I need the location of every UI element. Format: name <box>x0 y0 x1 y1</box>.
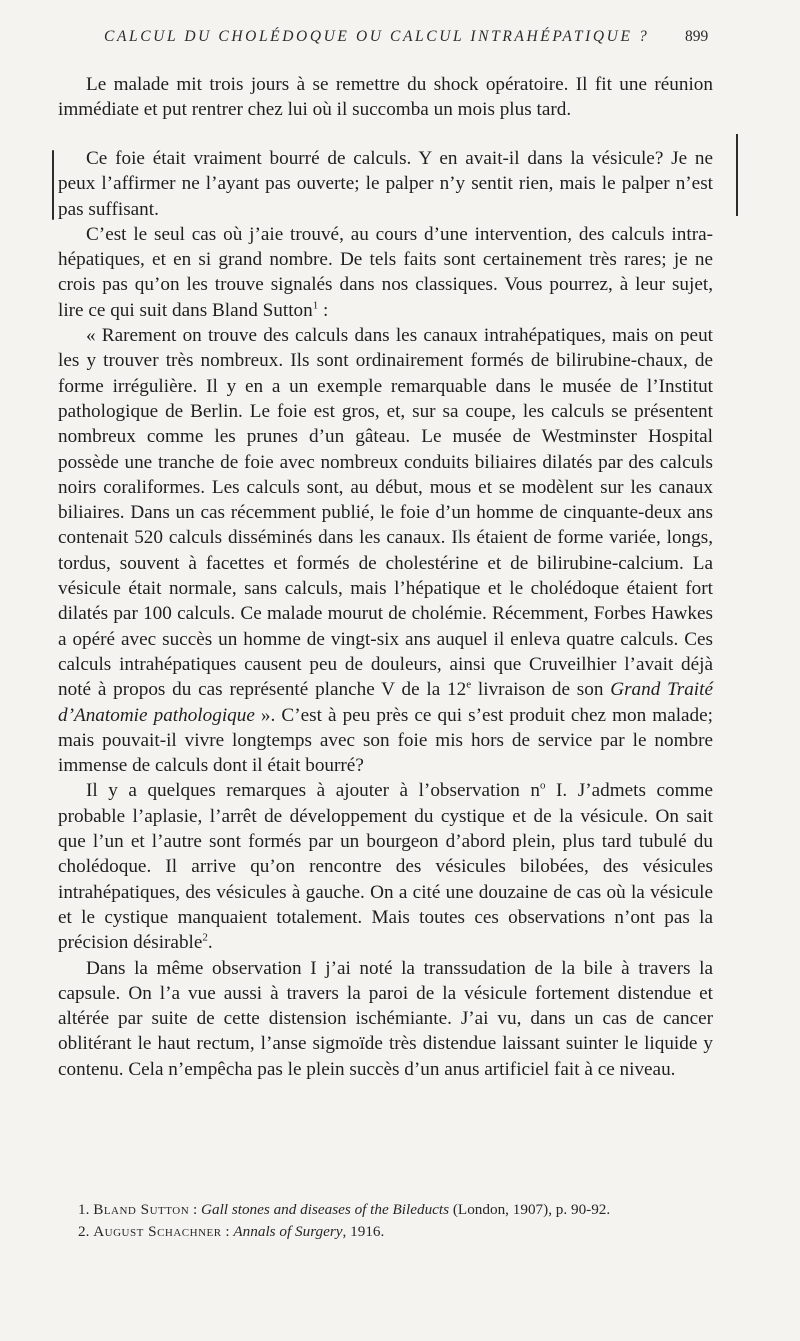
paragraph-2: Ce foie était vraiment bourré de calculs. Y en avait-il dans la vésicule? Je ne peux l’affirmer ne l’ayant pas ouverte; le palper n’y sentit rien, mais le palper n’est pas suffisant. <box>58 148 713 220</box>
ordinal-sup: e <box>466 678 472 691</box>
text-block-top <box>58 72 713 123</box>
footnote-ref-1: 1 <box>312 299 319 312</box>
footnote-ref-2: 2 <box>202 931 208 944</box>
footnote-1-title: Gall stones and diseases of the Bileducts <box>201 1201 450 1218</box>
margin-bracket-right <box>736 134 738 216</box>
quote-book-title: Grand Traité d’Anatomie pathologique <box>58 679 713 726</box>
footnote-1-author: Bland Sutton <box>93 1201 190 1218</box>
numero-sup: o <box>539 780 546 793</box>
footnote-2-sep: : <box>221 1223 234 1240</box>
footnote-1-sep: : <box>189 1201 202 1218</box>
paragraph-5 <box>58 778 713 955</box>
footnote-1 <box>78 1199 718 1221</box>
paragraph-1: Le malade mit trois jours à se remettre du shock opératoire. Il fit une réunion immédiate et put rentrer chez lui où il succomba un mois plus tard. <box>58 74 713 121</box>
footnote-1-num: 1. <box>78 1201 90 1218</box>
paragraph-5-text: Il y a quelques remarques à ajouter à l’observation n <box>86 780 540 802</box>
paragraph-3-text: C’est le seul cas où j’aie trouvé, au cours d’une intervention, des calculs intra-hépatiques, et en si grand nombre. De tels faits sont certainement très rares; je ne crois pas qu’on les trouve signalés dans nos classiques. Vous pourrez, à leur sujet, lire ce qui suit dans Bland Sutton <box>58 223 713 321</box>
quote-text: « Rarement on trouve des calculs dans les canaux intrahépatiques, mais on peut les y trouver très nombreux. Ils sont ordinairement formés de bilirubine-chaux, de forme irrégulière. Il y en a un exemple remarquable dans le musée de l’Institut pathologique de Berlin. Le foie est gros, et, sur sa coupe, les calculs se présentent nombreux comme les prunes d’un gâteau. Le musée de Westminster Hospital possède une tranche de foie avec nombreux conduits biliaires dilatés par des calculs noirs coraliformes. Les calculs sont, au début, mous et se modèlent sur les canaux biliaires. Dans un cas récemment publié, le foie d’un homme de cinquante-deux ans contenait 520 calculs disséminés dans les canaux. Ils étaient de forme variée, longs, tordus, souvent à facettes et formés de cholestérine et de bilirubine-calcium. La vésicule était normale, sans calculs, mais l’hépatique et le cholédoque étaient fort dilatés par 100 calculs. Ce malade mourut de cholémie. Récemment, Forbes Hawkes a opéré avec succès un homme de vingt-six ans auquel il enleva quatre calculs. Ces calculs intrahépatiques causent peu de douleurs, ainsi que Cruveilhier l’avait déjà noté à propos du cas représenté planche V de la 12 <box>58 325 713 701</box>
paragraph-3-end: : <box>318 299 329 321</box>
paragraph-5-text-cont: I. J’admets comme probable l’aplasie, l’arrêt de développement du cystique et de la vésicule. On sait que l’un et l’autre sont formés par un bourgeon d’abord plein, plus tard tubulé du cholédoque. Il arrive qu’on rencontre des vésicules bilobées, des vésicules intrahépatiques, des vésicules à gauche. On a cité une douzaine de cas où la vésicule et le cystique manquaient totalement. Mais toutes ces observations n’ont pas la précision désirable <box>58 780 713 954</box>
footnote-2-rest: , 1916. <box>342 1223 385 1240</box>
footnote-1-rest: (London, 1907), p. 90-92. <box>449 1201 611 1218</box>
paragraph-4-quote <box>58 323 713 778</box>
running-title: CALCUL DU CHOLÉDOQUE OU CALCUL INTRAHÉPATIQUE ? <box>104 28 650 45</box>
margin-bracket-left <box>52 150 54 220</box>
page-number: 899 <box>685 28 709 45</box>
paragraph-3 <box>58 222 713 323</box>
footnote-2 <box>78 1221 718 1243</box>
footnote-2-author: August Schachner <box>93 1223 222 1240</box>
paragraph-5-tail: . <box>207 932 213 954</box>
footnote-2-title: Annals of Surgery <box>233 1223 343 1240</box>
quote-text-mid: livraison de son <box>471 679 611 701</box>
footnote-2-num: 2. <box>78 1223 90 1240</box>
footnotes <box>78 1199 718 1243</box>
paragraph-6: Dans la même observation I j’ai noté la transsudation de la bile à travers la capsule. On l’a vue aussi à travers la paroi de la vésicule fortement distendue et altérée par suite de cette distension ischémiante. J’ai vu, dans un cas de cancer oblitérant le haut rectum, l’anse sigmoïde très distendue laissant suinter le liquide y contenu. Cela n’empêcha pas le plein succès d’un anus artificiel fait à ce niveau. <box>58 957 713 1080</box>
quote-text-end: ». C’est à peu près ce qui s’est produit chez mon malade; mais pouvait-il vivre longtemps avec son foie mis hors de service par le nombre immense de calculs dont il était bourré? <box>58 704 713 777</box>
page-header <box>0 28 800 52</box>
text-block-main <box>58 146 713 1082</box>
